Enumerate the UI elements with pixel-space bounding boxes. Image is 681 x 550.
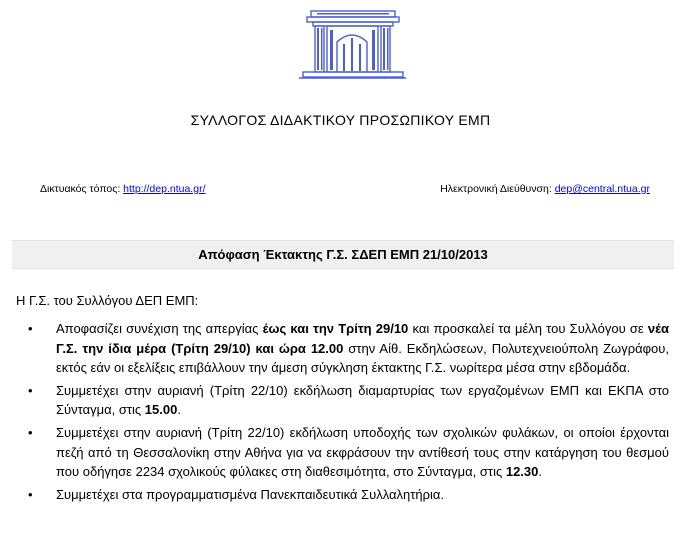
intro-text: Η Γ.Σ. του Συλλόγου ΔΕΠ ΕΜΠ:: [16, 293, 199, 308]
item-emphasis: 12.30: [505, 464, 539, 480]
bullet-icon: •: [28, 424, 33, 440]
decision-list: [26, 319, 669, 507]
list-item: [26, 485, 669, 505]
item-emphasis: νέα Γ.Σ. την ίδια μέρα (Τρίτη 29/10) και ώρα 12.00: [56, 321, 669, 356]
item-text: Συμμετέχει στην αυριανή (Τρίτη 22/10) εκδήλωση υποδοχής των σχολικών φυλάκων, οι οποίοι έρχονται πεζή από τη Θεσσαλονίκη στην Αθήνα για να εκφράσουν την αντίθεσή τους στην κατάργηση του θεσμού που οδήγησε 2234 σχολικούς φύλακες στη διαθεσιμότητα, στο Σύνταγμα, στις: [56, 424, 669, 480]
item-text: .: [177, 402, 181, 418]
item-emphasis: 15.00: [144, 402, 178, 418]
website-label: Δικτυακός τόπος:: [40, 183, 124, 195]
item-text: Αποφασίζει συνέχιση της απεργίας: [56, 321, 263, 336]
bullet-icon: •: [28, 486, 33, 502]
item-text: στην Αίθ. Εκδηλώσεων, Πολυτεχνειούπολη Ζωγράφου, εκτός εάν οι εξελίξεις επιβάλλουν την άμεση σύγκληση έκτακτης Γ.Σ. νωρίτερα μέσα στην εβδομάδα.: [56, 340, 669, 376]
email-label: Ηλεκτρονική Διεύθυνση:: [440, 183, 555, 195]
item-text: Συμμετέχει στα προγραμματισμένα Πανεκπαιδευτικά Συλλαλητήρια.: [56, 486, 445, 502]
decision-title: Απόφαση Έκτακτης Γ.Σ. ΣΔΕΠ ΕΜΠ 21/10/2013: [12, 240, 674, 269]
bullet-icon: •: [28, 382, 33, 398]
list-item: [26, 381, 669, 420]
organization-title: ΣΥΛΛΟΓΟΣ ΔΙΔΑΚΤΙΚΟΥ ΠΡΟΣΩΠΙΚΟΥ ΕΜΠ: [190, 112, 491, 128]
email-link[interactable]: dep@central.ntua.gr: [554, 183, 650, 195]
website-contact: [40, 183, 205, 195]
email-contact: [440, 183, 650, 195]
website-link[interactable]: http://dep.ntua.gr/: [123, 183, 206, 195]
item-text: και προσκαλεί τα μέλη του Συλλόγου σε: [408, 321, 648, 336]
item-emphasis: έως και την Τρίτη 29/10: [262, 321, 409, 336]
bullet-icon: •: [28, 321, 33, 336]
item-text: .: [538, 464, 543, 480]
building-facade-icon: [297, 8, 408, 80]
list-item: [26, 319, 669, 378]
list-item: [26, 423, 669, 482]
item-text: Συμμετέχει στην αυριανή (Τρίτη 22/10) εκδήλωση διαμαρτυρίας των εργαζομένων ΕΜΠ και ΕΚΠΑ στο Σύνταγμα, στις: [56, 382, 669, 418]
